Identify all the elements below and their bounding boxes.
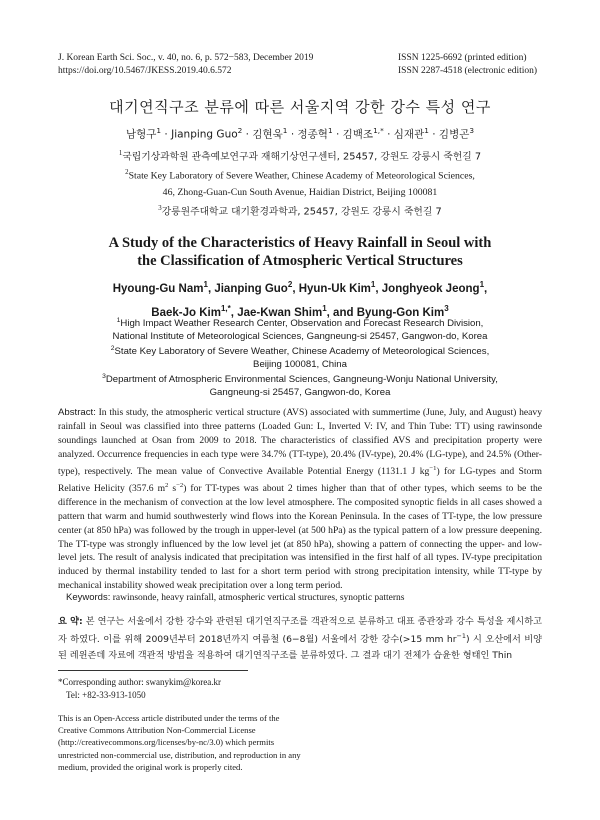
abstract-text-4: ) for TT-types was about 2 times higher than that of other types, which seems to be the difference in the mechanism of convection at the low level atmosphere. The composited synoptic fields in all cases showed a pattern that warm and humid southwesterly wind flows into the Korean Peninsula. In the cases of TT-type, the low pressure center (at 850 hPa) was followed by the trough in upper-level (at 500 hPa) as the typical pattern of a low pressure deepening. The TT-type was strongly influenced by the low level jet (at 850 hPa), showing a pattern of connecting the upper- and low-level jets. The result of analysis indicated that precipitation was intensified in the first half of all types. IV-type precipitation induced by thermal instability tended to last for a short term period with strong precipitation intensity, while TT-type by mechanical instability showed weak precipitation over a long term period. bbox=[58, 482, 542, 592]
author-separator: , bbox=[292, 282, 299, 295]
abstract-text-3: s bbox=[168, 482, 177, 494]
journal-header-left bbox=[58, 52, 313, 78]
affiliation-sup: 1 bbox=[116, 317, 121, 324]
corresponding-author-tel: Tel: +82-33-913-1050 bbox=[66, 689, 146, 700]
korean-abstract-label: 요 약: bbox=[58, 616, 83, 627]
english-affiliation-line bbox=[0, 387, 600, 400]
korean-author-sup: 3 bbox=[469, 126, 475, 135]
korean-abstract-text-1: 본 연구는 서울에서 강한 강수와 관련된 대기연직구조를 객관적으로 분류하고 대표 종관장과 강수 특성을 제시하고자 하였다. 이를 위해 2009년부터 2018년까지 여름철 (6−8월) 서울에서 강한 강수(>15 mm hr bbox=[58, 616, 542, 646]
english-affiliation-line bbox=[0, 359, 600, 372]
author-separator: · bbox=[161, 128, 172, 141]
korean-affiliation-line bbox=[0, 165, 600, 184]
affiliation-text: State Key Laboratory of Severe Weather, Chinese Academy of Meteorological Sciences, bbox=[128, 170, 475, 182]
korean-abstract-sup: −1 bbox=[456, 632, 467, 641]
korean-affiliation-line bbox=[0, 146, 600, 165]
affiliation-text: 46, Zhong-Guan-Cun South Avenue, Haidian District, Beijing 100081 bbox=[162, 186, 438, 198]
english-author-name: Jonghyeok Jeong bbox=[381, 282, 480, 295]
abstract-sup-3: −2 bbox=[176, 481, 184, 489]
korean-author-name: 정종혁 bbox=[297, 128, 328, 141]
english-author-name: Byung-Gon Kim bbox=[356, 306, 445, 319]
affiliation-sup: 2 bbox=[110, 345, 115, 353]
abstract-sup-1: −1 bbox=[429, 464, 437, 472]
korean-author-sup: 1 bbox=[156, 126, 162, 135]
affiliation-text: State Key Laboratory of Severe Weather, Chinese Academy of Meteorological Sciences, bbox=[114, 346, 490, 358]
author-separator: · bbox=[287, 128, 298, 141]
affiliation-text: 국립기상과학원 관측예보연구과 재해기상연구센터, 25457, 강원도 강릉시 죽헌길 7 bbox=[122, 151, 482, 163]
korean-author-name: 남형구 bbox=[125, 128, 157, 141]
english-title bbox=[0, 234, 600, 270]
korean-title: 대기연직구조 분류에 따른 서울지역 강한 강수 특성 연구 bbox=[109, 98, 491, 116]
corresponding-author-email[interactable]: *Corresponding author: swanykim@korea.kr bbox=[58, 677, 222, 687]
author-separator: , bbox=[484, 282, 488, 295]
korean-affiliation-line bbox=[0, 201, 600, 220]
affiliation-text: Department of Atmospheric Environmental Sciences, Gangneung-Wonju National University, bbox=[105, 374, 498, 386]
korean-author-list bbox=[0, 126, 600, 142]
author-separator: , bbox=[207, 282, 215, 295]
korean-author-sup: 2 bbox=[237, 126, 243, 135]
english-affiliations bbox=[0, 315, 600, 400]
doi-link[interactable]: https://doi.org/10.5467/JKESS.2019.40.6.572 bbox=[58, 66, 232, 76]
english-affiliation-line bbox=[0, 343, 600, 359]
affiliation-text: High Impact Weather Research Center, Observation and Forecast Research Division, bbox=[120, 318, 484, 330]
keywords bbox=[66, 592, 405, 603]
issn-print: ISSN 1225-6692 (printed edition) bbox=[398, 53, 527, 63]
keywords-text: rawinsonde, heavy rainfall, atmospheric vertical structures, synoptic patterns bbox=[112, 593, 405, 603]
english-title-line-1: A Study of the Characteristics of Heavy Rainfall in Seoul with bbox=[108, 235, 492, 251]
issn-electronic: ISSN 2287-4518 (electronic edition) bbox=[398, 66, 538, 76]
author-separator: · bbox=[332, 128, 343, 141]
english-author-sup: 1 bbox=[203, 280, 208, 289]
journal-header-right bbox=[398, 52, 537, 78]
english-affiliation-line bbox=[0, 331, 600, 344]
korean-abstract-text-2: ) 시 오산에서 비양된 레윈존데 자료에 객관적 방법을 적용하여 대기연직구조를 분류하였다. 그 결과 대기 전체가 습윤한 형태인 Thin bbox=[58, 634, 542, 661]
english-author-sup: 3 bbox=[444, 303, 449, 313]
english-author-name: Jianping Guo bbox=[214, 282, 288, 295]
korean-author-sup: 1,* bbox=[373, 126, 384, 135]
author-separator: · bbox=[383, 128, 394, 141]
english-author-name: Hyoung-Gu Nam bbox=[112, 282, 204, 295]
english-author-sup: 1 bbox=[479, 280, 485, 289]
korean-author-sup: 1 bbox=[327, 126, 333, 135]
korean-author-name: 심재관 bbox=[393, 128, 425, 141]
abstract-text-1: In this study, the atmospheric vertical structure (AVS) associated with summertime (June, July, and August) heavy rainfall in Seoul was classified into three patterns (Loaded Gun: L, Inverted V: IV, and Thin Tube: TT) using rawinsonde soundings launched at Osan from 2009 to 2018. The characteristics of classified AVS and precipitation property were analyzed. Occurrence frequencies in each type were 34.7% (TT-type), 20.4% (IV-type), 20.4% (LG-type), and 24.5% (Other-type), respectively. The mean value of Convective Available Potential Energy (1131.1 J kg bbox=[58, 407, 542, 477]
author-separator: · bbox=[242, 128, 253, 141]
english-author-sup: 1 bbox=[322, 303, 327, 313]
footnote-divider bbox=[58, 670, 248, 671]
author-separator: , bbox=[230, 306, 238, 319]
korean-author-name: 김현욱 bbox=[252, 128, 283, 141]
journal-citation: J. Korean Earth Sci. Soc., v. 40, no. 6, p. 572−583, December 2019 bbox=[58, 53, 314, 63]
english-authors-line-1 bbox=[0, 275, 600, 299]
author-separator: · bbox=[428, 128, 439, 141]
affiliation-sup: 3 bbox=[158, 204, 162, 212]
english-author-sup: 1,* bbox=[220, 303, 231, 313]
affiliation-sup: 3 bbox=[102, 373, 106, 381]
affiliation-text: Gangneung-si 25457, Gangwon-do, Korea bbox=[209, 387, 391, 399]
korean-author-name: 김백조 bbox=[342, 128, 374, 141]
english-author-sup: 1 bbox=[370, 280, 376, 289]
english-affiliation-line bbox=[0, 315, 600, 331]
affiliation-text: 강릉원주대학교 대기환경과학과, 25457, 강원도 강릉시 죽헌길 7 bbox=[161, 205, 442, 217]
korean-author-sup: 1 bbox=[282, 126, 288, 135]
affiliation-text: Beijing 100081, China bbox=[253, 358, 347, 370]
english-title-line-2: the Classification of Atmospheric Vertical Structures bbox=[137, 253, 463, 269]
korean-author-sup: 1 bbox=[424, 126, 429, 135]
abstract-text-2: ) for LG-types and Storm Relative Helicity (357.6 m bbox=[58, 465, 542, 494]
korean-abstract bbox=[58, 614, 542, 663]
english-affiliation-line bbox=[0, 371, 600, 387]
korean-affiliations bbox=[0, 146, 600, 220]
keywords-label: Keywords: bbox=[66, 592, 111, 603]
affiliation-text: National Institute of Meteorological Sciences, Gangneung-si 25457, Gangwon-do, Korea bbox=[112, 330, 488, 342]
abstract-label: Abstract: bbox=[58, 407, 96, 418]
author-separator: , and bbox=[326, 306, 357, 319]
english-author-name: Hyun-Uk Kim bbox=[298, 282, 371, 295]
open-access-notice: This is an Open-Access article distributed under the terms of the Creative Commons Attribution Non-Commercial License (http://creativecommons.org/licenses/by-nc/3.0) which permits unrestricted non-commercial use, distribution, and reproduction in any medium, provided the original work is properly cited. bbox=[58, 713, 301, 772]
english-abstract bbox=[58, 406, 542, 593]
korean-author-name: Jianping Guo bbox=[171, 128, 238, 141]
abstract-sup-2: 2 bbox=[165, 481, 169, 489]
author-separator: , bbox=[375, 282, 382, 295]
affiliation-sup: 2 bbox=[125, 169, 129, 177]
affiliation-sup: 1 bbox=[118, 150, 123, 157]
english-author-name: Jae-Kwan Shim bbox=[237, 306, 323, 319]
korean-affiliation-line bbox=[0, 185, 600, 201]
corresponding-author-note bbox=[58, 676, 221, 701]
english-author-name: Baek-Jo Kim bbox=[151, 306, 221, 319]
korean-author-name: 김병곤 bbox=[438, 128, 470, 141]
english-author-sup: 2 bbox=[287, 280, 293, 289]
